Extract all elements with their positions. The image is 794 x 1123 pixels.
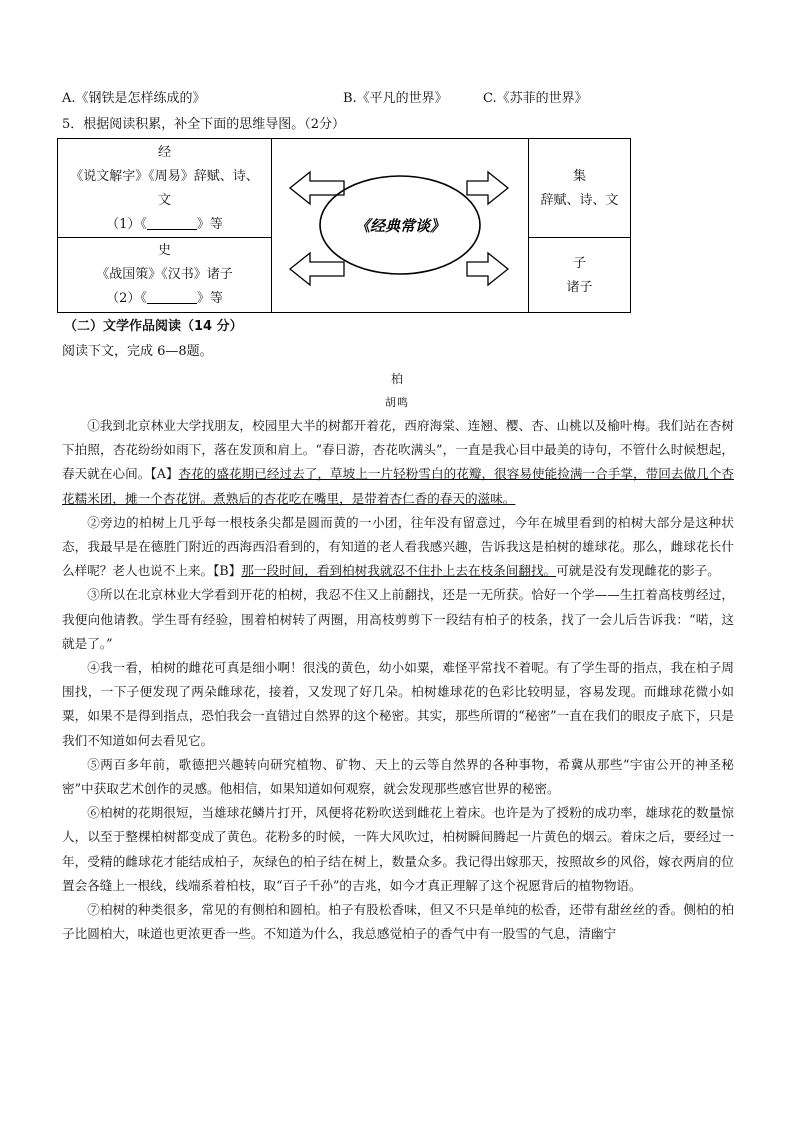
section-heading: （二）文学作品阅读（14 分） <box>64 319 243 334</box>
shi-blank-close: 》等 <box>196 291 223 306</box>
mind-map-ji-cell <box>529 139 630 238</box>
mind-map-diagram <box>272 139 529 312</box>
mind-map-shi-cell <box>58 238 272 312</box>
jing-line-2: 文 <box>157 193 171 208</box>
paragraph-1-text: ①我到北京林业大学找朋友，校园里大半的树都开着花，西府海棠、连翘、樱、杏、山桃以及榆叶梅。我们站在杏树下拍照，杏花纷纷如雨下，落在发顶和肩上。“春日游，杏花吹满头”，一直是我心目中最美的诗句，不管什么时候想起，春天就在心间。【A】 <box>62 418 734 482</box>
shi-heading: 史 <box>157 243 171 258</box>
paragraph-3: ③所以在北京林业大学看到开花的柏树，我忍不住又上前翻找，还是一无所获。恰好一个学——生扛着高枝剪经过，我便向他请教。学生哥有经验，围着柏树转了两圈，用高枝剪剪下一段结有柏子的枝条，找了一会儿后告诉我：“喏，这就是了。” <box>62 587 734 651</box>
option-a: A.《钢铁是怎样练成的》 <box>62 91 206 106</box>
paragraph-2-underlined: 那一段时间，看到柏树我就忍不住扑上去在枝条间翻找。 <box>241 563 557 579</box>
mind-map-zi-cell <box>529 238 630 312</box>
paragraph-5: ⑤两百多年前，歌德把兴趣转向研究植物、矿物、天上的云等自然界的各种事物，希冀从那些“宇宙公开的神圣秘密”中获取艺术创作的灵感。他相信，如果知道如何观察，就会发现那些感官世界的秘密。 <box>62 756 734 797</box>
jing-heading: 经 <box>157 145 171 160</box>
reading-instruction: 阅读下文，完成 6—8题。 <box>62 344 213 359</box>
paragraph-2-tail: 可就是没有发现雌花的影子。 <box>556 563 720 579</box>
paragraph-2 <box>62 511 734 584</box>
mind-map-center-cell <box>272 139 529 312</box>
article-author: 胡鸣 <box>385 396 409 409</box>
mind-map-jing-cell <box>58 139 272 238</box>
paragraph-6: ⑥柏树的花期很短，当雄球花鳞片打开，风便将花粉吹送到雌花上着床。也许是为了授粉的成功率，雄球花的数量惊人，以至于整棵柏树都变成了黄色。花粉多的时候，一阵大风吹过，柏树瞬间腾起一片黄色的烟云。着床之后，要经过一年，受精的雌球花才能结成柏子，灰绿色的柏子结在树上，数量众多。我记得出嫁那天，按照故乡的风俗，嫁衣两肩的位置会各缝上一根线，线端系着柏枝，取“百子千孙”的吉兆，如今才真正理解了这个祝愿背后的植物物语。 <box>62 805 734 893</box>
option-b: B.《平凡的世界》 <box>343 91 448 106</box>
answer-blank-2[interactable] <box>147 289 197 304</box>
paragraph-4: ④我一看，柏树的雌花可真是细小啊！很浅的黄色，幼小如粟，难怪平常找不着呢。有了学生哥的指点，我在柏子周围找，一下子便发现了两朵雌球花，接着，又发现了好几朵。柏树雄球花的色彩比较明显，容易发现。而雌球花微小如粟，如果不是得到指点，恐怕我会一直错过自然界的这个秘密。其实，那些所谓的“秘密”一直在我们的眼皮子底下，只是我们不知道如何去看见它。 <box>62 660 734 748</box>
arrow-right-up-icon <box>467 172 508 204</box>
arrow-left-down-icon <box>290 253 344 285</box>
zi-heading: 子 <box>572 256 586 271</box>
option-c: C.《苏菲的世界》 <box>483 91 588 106</box>
question-5: 5．根据阅读积累，补全下面的思维导图。（2分） <box>62 117 346 132</box>
zi-line-1: 诸子 <box>566 280 593 295</box>
article-title: 柏 <box>390 372 403 386</box>
jing-blank-close: 》等 <box>196 217 223 232</box>
jing-blank-row <box>58 213 271 237</box>
shi-line-1: 《战国策》《汉书》诸子 <box>96 267 233 282</box>
shi-blank-open: （2）《 <box>106 291 147 306</box>
ji-line-1: 辞赋、诗、文 <box>540 193 619 208</box>
jing-line-1: 《说文解字》《周易》辞赋、诗、 <box>70 169 259 184</box>
paragraph-1-underlined: 杏花的盛花期已经过去了，草坡上一片轻粉雪白的花瓣，很容易使能捡满一合手掌，带回去做几个杏花糯米团，摊一个杏花饼。煮熟后的杏花吃在嘴里，是带着杏仁香的春天的滋味。 <box>62 466 735 506</box>
paragraph-7: ⑦柏树的种类很多，常见的有侧柏和圆柏。柏子有股松香味，但又不只是单纯的松香，还带有甜丝丝的香。侧柏的柏子比圆柏大，味道也更浓更香一些。不知道为什么，我总感觉柏子的香气中有一股雪的气息，清幽宁 <box>62 902 734 942</box>
mind-map-table <box>57 138 631 313</box>
answer-blank-1[interactable] <box>147 215 197 230</box>
paragraph-1 <box>62 414 734 511</box>
article-body <box>62 414 734 946</box>
center-title: 《经典常谈》 <box>354 217 446 235</box>
shi-blank-row <box>58 287 271 311</box>
jing-blank-open: （1）《 <box>106 217 147 232</box>
arrow-right-down-icon <box>467 253 508 285</box>
paragraph-2-text: ②旁边的柏树上几乎每一根枝条尖都是圆而黄的一小团，往年没有留意过，今年在城里看到的柏树大部分是这种状态，我最早是在德胜门附近的西海西沿看到的，有知道的老人看我感兴趣，告诉我这是柏树的雄球花。那么，雌球花长什么样呢？老人也说不上来。【B】 <box>62 514 734 579</box>
arrow-left-up-icon <box>290 172 344 204</box>
ji-heading: 集 <box>572 169 586 184</box>
